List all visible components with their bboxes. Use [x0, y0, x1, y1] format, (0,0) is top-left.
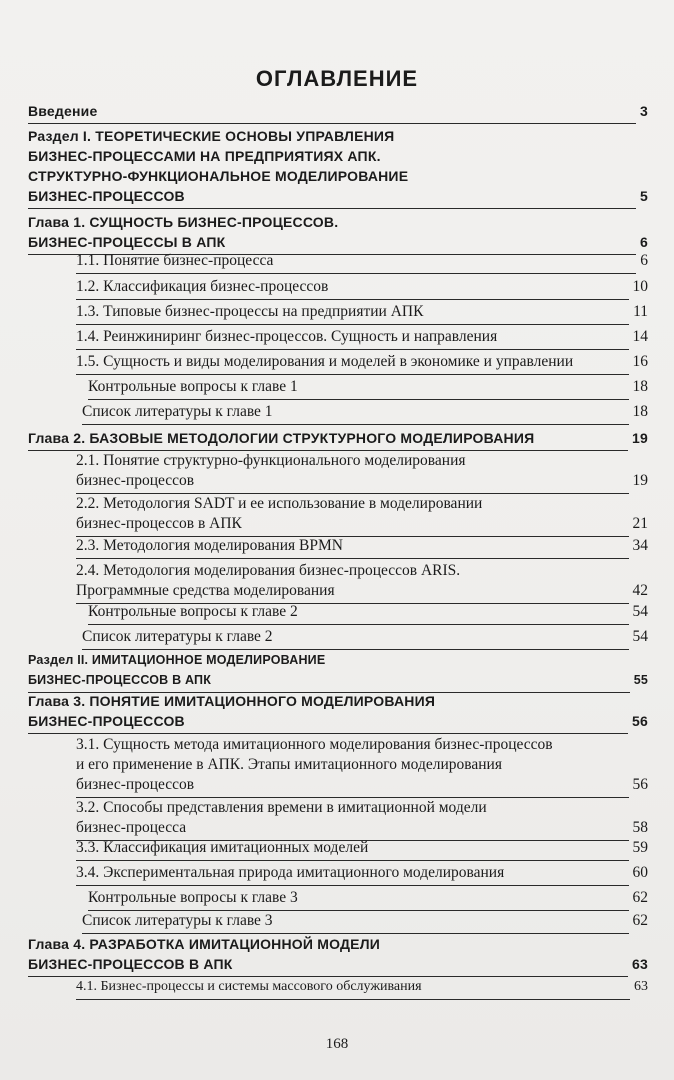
toc-entry-line: Раздел II. ИМИТАЦИОННОЕ МОДЕЛИРОВАНИЕ [28, 653, 326, 667]
leader-rule [82, 424, 629, 425]
toc-page-number: 5 [640, 188, 648, 204]
toc-entry-title [76, 352, 648, 372]
toc-entry[interactable] [76, 494, 648, 534]
toc-entry[interactable] [82, 627, 648, 647]
toc-page-number: 42 [632, 582, 648, 599]
toc-entry[interactable] [28, 212, 648, 252]
toc-entry-title [76, 561, 648, 601]
toc-entry-title [82, 911, 648, 931]
toc-entry-line: 3.3. Классификация имитационных моделей [76, 839, 369, 856]
toc-page-number: 63 [634, 979, 648, 994]
toc-entry-line: 1.1. Понятие бизнес-процесса [76, 252, 274, 269]
toc-entry[interactable] [88, 888, 648, 908]
toc-entry-line: и его применение в АПК. Этапы имитационного моделирования [76, 756, 502, 773]
toc-entry-line: 1.4. Реинжиниринг бизнес-процессов. Сущность и направления [76, 328, 498, 345]
toc-entry-line: Контрольные вопросы к главе 1 [88, 378, 298, 395]
toc-entry[interactable] [76, 251, 648, 271]
toc-entry[interactable] [82, 911, 648, 931]
toc-page-number: 14 [632, 328, 648, 345]
leader-rule [76, 273, 636, 274]
toc-entry[interactable] [28, 691, 648, 731]
toc-entry-line: Контрольные вопросы к главе 2 [88, 603, 298, 620]
toc-entry-line: БИЗНЕС-ПРОЦЕССОВ В АПК [28, 956, 233, 972]
toc-entry[interactable] [28, 934, 648, 974]
toc-entry-title [28, 691, 648, 731]
toc-entry-line: БИЗНЕС-ПРОЦЕССОВ [28, 188, 185, 204]
toc-entry[interactable] [88, 602, 648, 622]
toc-entry-line: бизнес-процессов в АПК [76, 515, 242, 532]
toc-entry-line: Глава 4. РАЗРАБОТКА ИМИТАЦИОННОЙ МОДЕЛИ [28, 936, 381, 952]
toc-page-number: 16 [632, 353, 648, 370]
toc-entry-line: Контрольные вопросы к главе 3 [88, 889, 298, 906]
toc-entry-line: бизнес-процессов [76, 776, 195, 793]
toc-entry-title [76, 863, 648, 883]
toc-entry[interactable] [76, 302, 648, 322]
toc-page-number: 3 [640, 103, 648, 119]
toc-page-number: 55 [633, 673, 648, 687]
toc-entry[interactable] [28, 650, 648, 690]
toc-page-number: 19 [632, 472, 648, 489]
toc-entry-line: 3.4. Экспериментальная природа имитационного моделирования [76, 864, 505, 881]
toc-page-number: 54 [632, 628, 648, 645]
leader-rule [88, 624, 629, 625]
toc-entry[interactable] [76, 327, 648, 347]
toc-entry[interactable] [76, 277, 648, 297]
toc-entry-title [76, 327, 648, 347]
toc-entry[interactable] [28, 126, 648, 206]
toc-page-number: 56 [632, 713, 648, 729]
leader-rule [76, 299, 629, 300]
toc-page-number: 11 [633, 303, 648, 320]
leader-rule [28, 123, 636, 124]
toc-entry-line: Список литературы к главе 1 [82, 403, 273, 420]
leader-rule [76, 999, 630, 1000]
toc-entry-line: БИЗНЕС-ПРОЦЕССЫ В АПК [28, 234, 226, 250]
toc-entry[interactable] [76, 735, 648, 795]
toc-entry-line: СТРУКТУРНО-ФУНКЦИОНАЛЬНОЕ МОДЕЛИРОВАНИЕ [28, 168, 409, 184]
toc-page-number: 34 [632, 537, 648, 554]
toc-page-number: 6 [640, 252, 648, 269]
toc-entry-line: Раздел I. ТЕОРЕТИЧЕСКИЕ ОСНОВЫ УПРАВЛЕНИЯ [28, 128, 395, 144]
toc-page-number: 18 [632, 378, 648, 395]
toc-entry-line: Глава 1. СУЩНОСТЬ БИЗНЕС-ПРОЦЕССОВ. [28, 214, 339, 230]
leader-rule [76, 860, 629, 861]
toc-entry-line: БИЗНЕС-ПРОЦЕССОВ [28, 713, 185, 729]
toc-entry-title [76, 977, 648, 997]
toc-entry[interactable] [76, 977, 648, 997]
toc-entry[interactable] [76, 536, 648, 556]
toc-page-number: 59 [632, 839, 648, 856]
toc-entry[interactable] [76, 352, 648, 372]
toc-entry-title [76, 302, 648, 322]
page-number: 168 [325, 1036, 349, 1052]
toc-entry-line: 3.1. Сущность метода имитационного моделирования бизнес-процессов [76, 736, 553, 753]
leader-rule [76, 885, 629, 886]
toc-page-number: 19 [632, 430, 648, 446]
toc-page-number: 56 [632, 776, 648, 793]
toc-entry-line: 1.5. Сущность и виды моделирования и моделей в экономике и управлении [76, 353, 574, 370]
toc-page-number: 60 [632, 864, 648, 881]
toc-entry-title [88, 377, 648, 397]
toc-entry-line: Введение [28, 103, 98, 119]
leader-rule [88, 399, 629, 400]
toc-entry-line: Список литературы к главе 3 [82, 912, 273, 929]
toc-entry-line: БИЗНЕС-ПРОЦЕССАМИ НА ПРЕДПРИЯТИЯХ АПК. [28, 148, 381, 164]
toc-entry-title [28, 934, 648, 974]
toc-entry[interactable] [76, 863, 648, 883]
toc-page-number: 18 [632, 403, 648, 420]
toc-entry-title [28, 101, 648, 121]
toc-page-number: 54 [632, 603, 648, 620]
leader-rule [76, 374, 629, 375]
toc-entry-line: бизнес-процесса [76, 819, 187, 836]
toc-entry[interactable] [88, 377, 648, 397]
toc-entry-title [76, 536, 648, 556]
toc-entry-title [82, 402, 648, 422]
leader-rule [76, 558, 629, 559]
toc-entry-title [76, 735, 648, 795]
toc-page-number: 58 [632, 819, 648, 836]
leader-rule [76, 324, 629, 325]
toc-entry-line: 2.3. Методология моделирования BPMN [76, 537, 343, 554]
toc-entry[interactable] [28, 428, 648, 448]
toc-entry-title [88, 602, 648, 622]
toc-entry-title [28, 212, 648, 252]
toc-entry-title [28, 650, 648, 690]
page-title: ОГЛАВЛЕНИЕ [255, 66, 419, 91]
toc-entry[interactable] [82, 402, 648, 422]
toc-entry-line: 2.2. Методология SADT и ее использование в моделировании [76, 495, 483, 512]
toc-entry-title [82, 627, 648, 647]
leader-rule [28, 733, 628, 734]
toc-page-number: 62 [632, 912, 648, 929]
leader-rule [76, 349, 629, 350]
toc-page-number: 6 [640, 234, 648, 250]
toc-page-number: 62 [632, 889, 648, 906]
toc-page-number: 10 [632, 278, 648, 295]
toc-entry-line: 2.1. Понятие структурно-функционального моделирования [76, 452, 466, 469]
toc-entry-line: бизнес-процессов [76, 472, 195, 489]
toc-entry[interactable] [76, 561, 648, 601]
toc-entry-line: Список литературы к главе 2 [82, 628, 273, 645]
toc-entry-title [76, 838, 648, 858]
toc-entry-title [28, 126, 648, 206]
toc-entry-line: 3.2. Способы представления времени в имитационной модели [76, 799, 487, 816]
toc-entry-title [76, 798, 648, 838]
toc-entry[interactable] [76, 838, 648, 858]
leader-rule [28, 208, 636, 209]
toc-entry-line: Глава 3. ПОНЯТИЕ ИМИТАЦИОННОГО МОДЕЛИРОВАНИЯ [28, 693, 436, 709]
toc-entry-line: Программные средства моделирования [76, 582, 335, 599]
toc-entry-title [88, 888, 648, 908]
toc-entry-title [76, 494, 648, 534]
toc-entry-title [28, 428, 648, 448]
toc-entry-title [76, 251, 648, 271]
toc-entry-line: 1.2. Классификация бизнес-процессов [76, 278, 329, 295]
toc-entry[interactable] [76, 798, 648, 838]
toc-page-number: 21 [632, 515, 648, 532]
toc-entry-line: 2.4. Методология моделирования бизнес-процессов ARIS. [76, 562, 461, 579]
toc-entry-title [76, 451, 648, 491]
toc-page-number: 63 [632, 956, 648, 972]
toc-entry-title [76, 277, 648, 297]
toc-entry[interactable] [76, 451, 648, 491]
toc-entry-line: 1.3. Типовые бизнес-процессы на предприятии АПК [76, 303, 424, 320]
toc-entry[interactable] [28, 101, 648, 121]
toc-entry-line: 4.1. Бизнес-процессы и системы массового обслуживания [76, 979, 422, 994]
toc-entry-line: Глава 2. БАЗОВЫЕ МЕТОДОЛОГИИ СТРУКТУРНОГО МОДЕЛИРОВАНИЯ [28, 430, 535, 446]
toc-entry-line: БИЗНЕС-ПРОЦЕССОВ В АПК [28, 673, 212, 687]
